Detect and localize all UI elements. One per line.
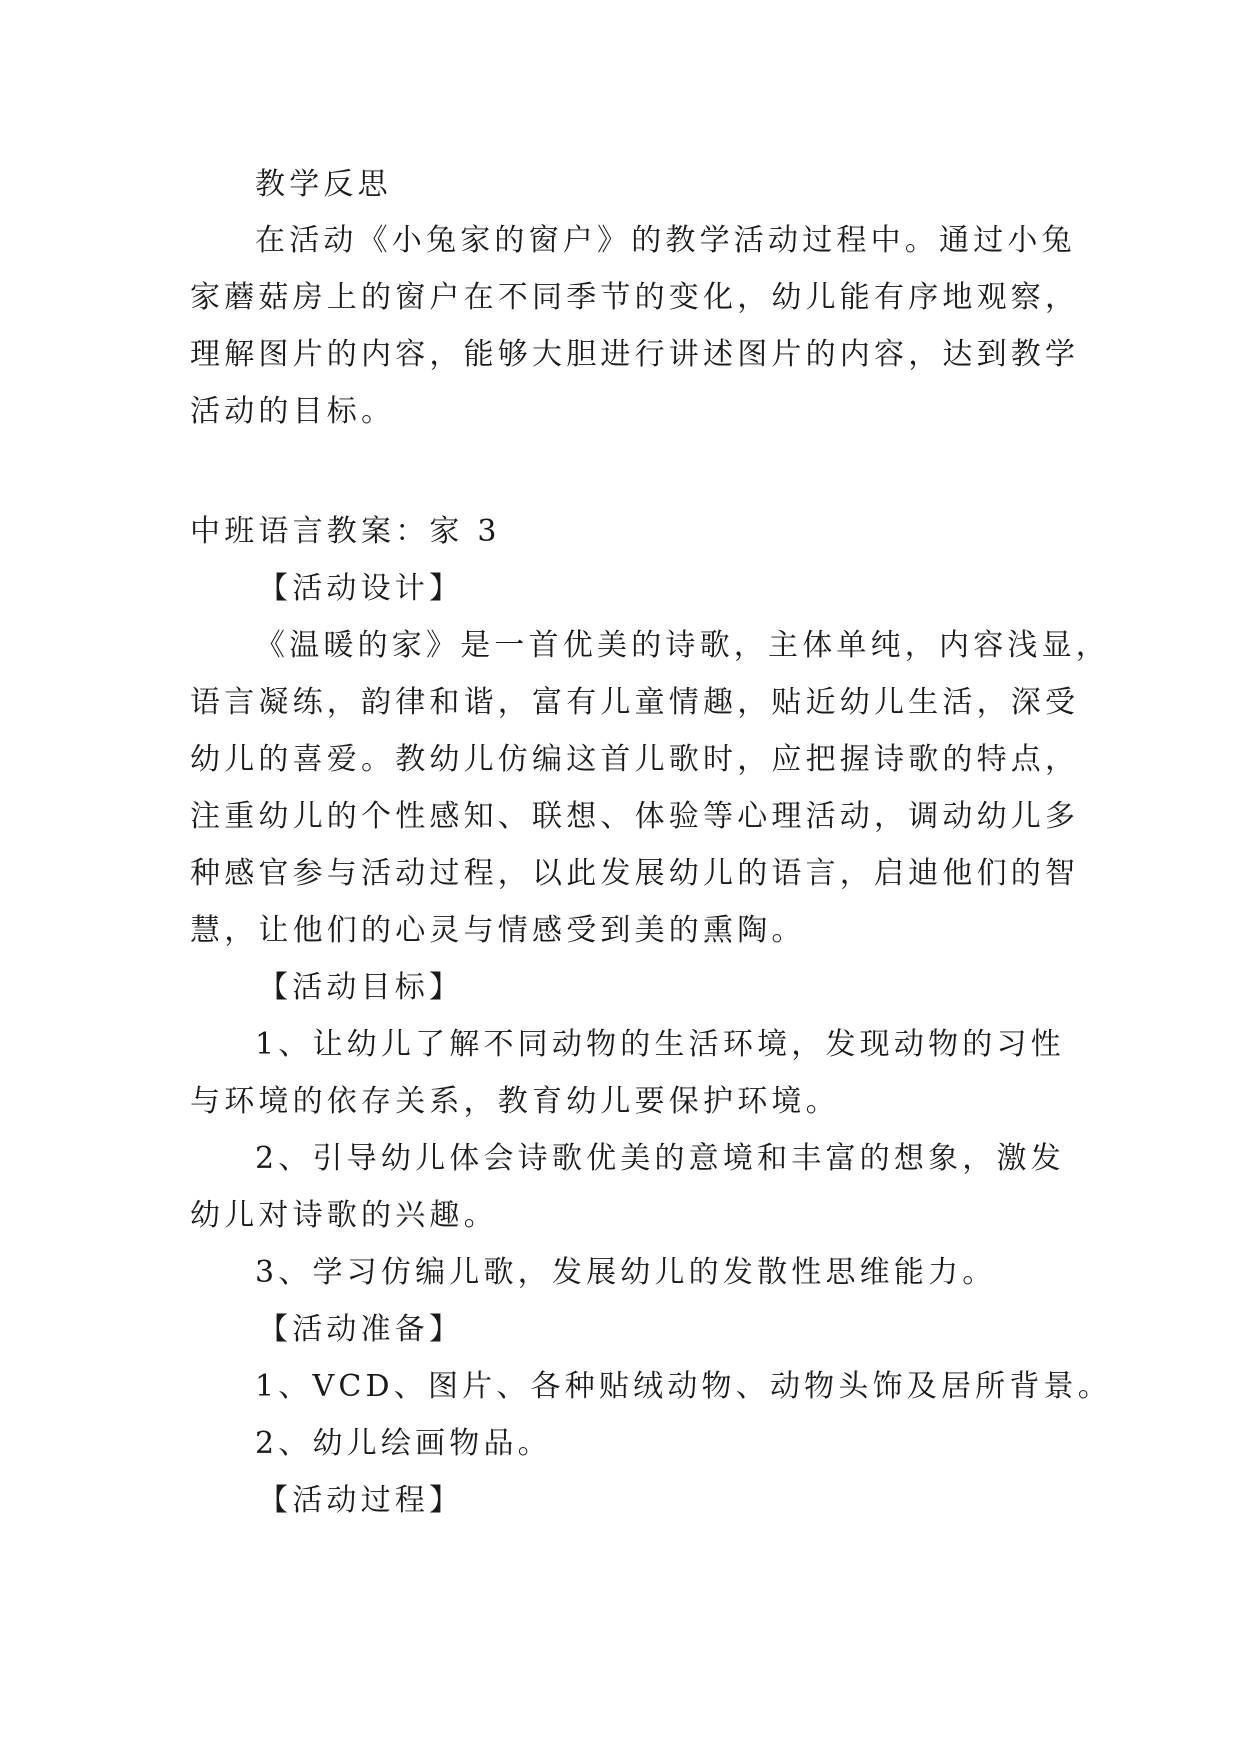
lesson-title: 中班语言教案：家 3 [190,514,501,549]
reflection-line-2: 家蘑菇房上的窗户在不同季节的变化，幼儿能有序地观察， [190,280,1080,315]
design-line-3: 幼儿的喜爱。教幼儿仿编这首儿歌时，应把握诗歌的特点， [190,742,1080,777]
reflection-line-1: 在活动《小兔家的窗户》的教学活动过程中。通过小兔 [255,223,1076,258]
goals-line-2: 与环境的依存关系，教育幼儿要保护环境。 [190,1084,840,1119]
design-line-2: 语言凝练，韵律和谐，富有儿童情趣，贴近幼儿生活，深受 [190,685,1080,720]
design-line-5: 种感官参与活动过程，以此发展幼儿的语言，启迪他们的智 [190,856,1080,891]
goals-line-5: 3、学习仿编儿歌，发展幼儿的发散性思维能力。 [255,1255,997,1290]
design-line-6: 慧，让他们的心灵与情感受到美的熏陶。 [190,913,806,948]
reflection-line-3: 理解图片的内容，能够大胆进行讲述图片的内容，达到教学 [190,337,1080,372]
process-heading: 【活动过程】 [258,1483,464,1518]
goals-line-3: 2、引导幼儿体会诗歌优美的意境和丰富的想象，激发 [255,1141,1065,1176]
design-line-1: 《温暖的家》是一首优美的诗歌，主体单纯，内容浅显， [255,628,1110,663]
design-line-4: 注重幼儿的个性感知、联想、体验等心理活动，调动幼儿多 [190,799,1080,834]
prep-line-1: 1、VCD、图片、各种贴绒动物、动物头饰及居所背景。 [255,1369,1112,1404]
reflection-heading: 教学反思 [255,167,392,202]
goals-line-4: 幼儿对诗歌的兴趣。 [190,1198,498,1233]
design-heading: 【活动设计】 [258,571,464,606]
goals-heading: 【活动目标】 [258,970,464,1005]
prep-heading: 【活动准备】 [258,1312,464,1347]
reflection-line-4: 活动的目标。 [190,394,396,429]
goals-line-1: 1、让幼儿了解不同动物的生活环境，发现动物的习性 [255,1027,1065,1062]
prep-line-2: 2、幼儿绘画物品。 [255,1426,552,1461]
